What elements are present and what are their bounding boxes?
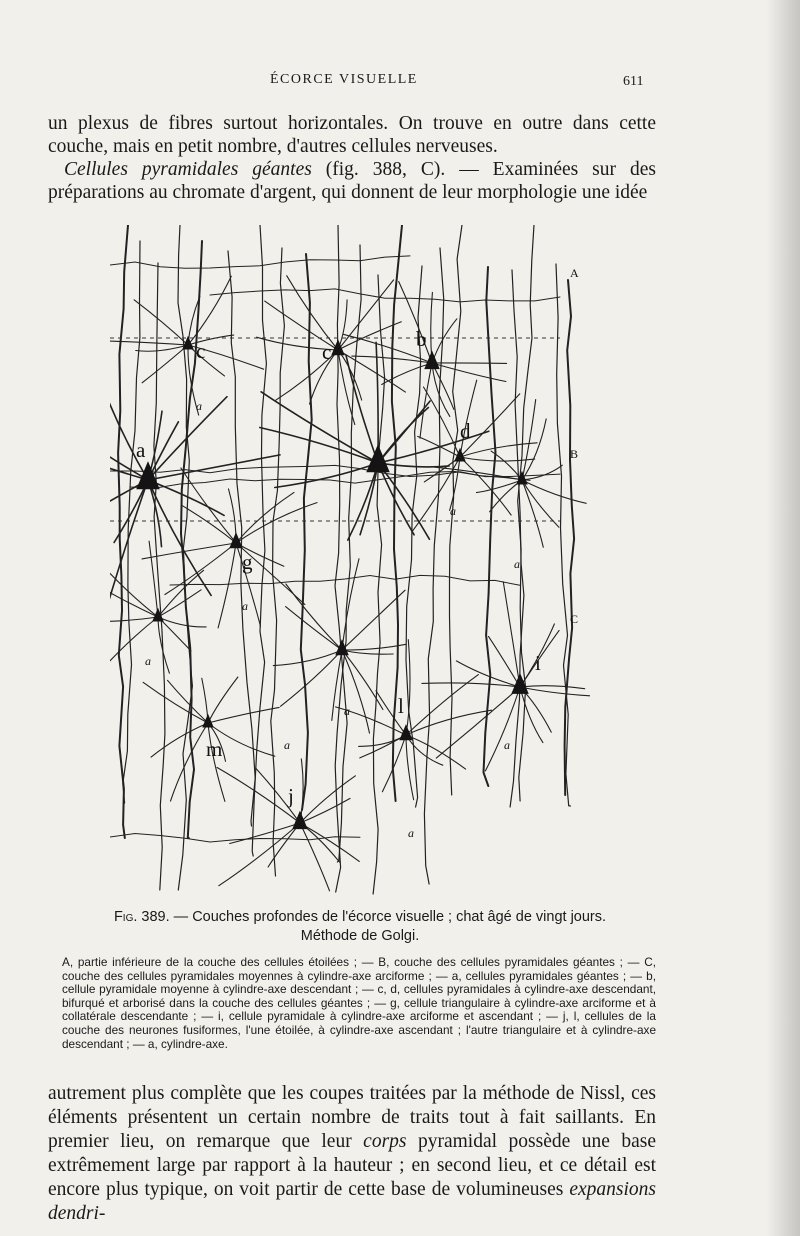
dendrite (273, 650, 342, 666)
layer-label-B: B (570, 447, 579, 461)
dendrite (287, 276, 338, 350)
dendrite (208, 707, 279, 723)
dendrite (432, 319, 457, 363)
dendrite (342, 644, 406, 650)
dendrite (110, 388, 148, 480)
dendrite (432, 363, 454, 409)
soma-b (425, 352, 439, 369)
cell-label-c: c (196, 339, 206, 363)
top-paragraphs (48, 112, 656, 204)
dendrite (418, 436, 460, 457)
dendrite (236, 492, 294, 543)
fiber (484, 267, 496, 786)
dendrite (522, 480, 586, 503)
dendrite (522, 419, 546, 480)
dendrite (460, 457, 535, 461)
axon-label: a (242, 599, 248, 613)
dendrite (171, 723, 209, 801)
running-head (0, 72, 800, 92)
dendrite (522, 480, 543, 547)
golgi-drawing (110, 225, 590, 900)
figure-number: Fig. 389. (113, 909, 170, 925)
cell-label-l: l (398, 694, 404, 718)
axon-label: a (514, 557, 520, 571)
dendrite (378, 463, 429, 539)
axon-label: a (450, 504, 456, 518)
dendrite (300, 776, 355, 823)
paragraph-2-text: (fig. 388, C). — Examinées sur des préparations au chromate d'argent, qui donnent de leur morphologie une idée (48, 159, 656, 203)
bottom-text-1: autrement plus complète que les coupes traitées par la méthode de Nissl, ces éléments présentent un certain nombre de traits tout à fait saillants. En premier lieu, on remarque que leur (48, 1083, 656, 1152)
dendrite (218, 543, 236, 628)
dendrite (230, 823, 300, 844)
layer-label-C: C (570, 612, 579, 626)
dendrite (151, 723, 208, 757)
dendrite (183, 506, 236, 543)
dendrite (342, 650, 393, 654)
dendrite (300, 798, 350, 823)
dendrite (432, 363, 506, 382)
section-heading-italic: Cellules pyramidales géantes (64, 159, 312, 180)
axon-label: a (504, 738, 510, 752)
dendrite (168, 680, 209, 723)
caption-line-1 (60, 908, 660, 927)
paragraph-1: un plexus de fibres surtout horizontales. On trouve en outre dans cette couche, mais en petit nombre, d'autres cellules nerveuses. (48, 113, 656, 157)
fiber (373, 275, 385, 894)
dendrite (219, 823, 300, 886)
axon-label: a (408, 826, 414, 840)
dendrite (359, 735, 406, 746)
dendrite (286, 607, 342, 650)
plexus-fiber (170, 575, 520, 585)
cell-label-g: g (242, 550, 253, 574)
cell-label-i: i (535, 651, 541, 675)
axon-label: a (284, 738, 290, 752)
dendrite (208, 677, 238, 723)
cell-label-a: a (136, 438, 146, 462)
paragraph-2 (48, 158, 656, 204)
layer-label-A: A (570, 266, 579, 280)
dendrite (260, 428, 378, 464)
dendrite (520, 686, 585, 689)
soma-c1 (183, 337, 193, 349)
dendrite (522, 465, 562, 480)
dendrite (158, 590, 201, 617)
dendrite (281, 650, 343, 706)
soma-j (293, 812, 307, 829)
cell-label-b: b (416, 327, 427, 351)
dendrite (136, 345, 188, 351)
dendrite (522, 480, 559, 527)
axon-label: a (196, 399, 202, 413)
fiber (123, 241, 140, 803)
caption-title: — Couches profondes de l'écorce visuelle ; chat âgé de vingt jours. (169, 909, 607, 925)
figure-caption (60, 908, 660, 946)
dendrite (300, 823, 330, 891)
running-title: ÉCORCE VISUELLE (270, 72, 418, 87)
bottom-paragraph (48, 1082, 656, 1226)
cell-label-m: m (206, 737, 223, 761)
dendrite (378, 463, 449, 467)
dendrite (342, 590, 405, 650)
golgi-figure (110, 225, 590, 900)
dendrite (422, 683, 520, 687)
dendrite (143, 682, 208, 723)
dendrite (286, 584, 342, 650)
page-number: 611 (623, 74, 644, 89)
dendrite (348, 463, 378, 540)
caption-line-2: Méthode de Golgi. (300, 928, 420, 944)
dendrite (489, 636, 521, 687)
page-edge-shadow (766, 0, 800, 1236)
axon-label: a (344, 704, 350, 718)
bottom-italic-expansions: expansions dendri- (48, 1179, 656, 1224)
plexus-fiber (130, 472, 530, 489)
cell-label-c: c (322, 340, 332, 364)
dendrite (165, 543, 236, 595)
cell-label-d: d (460, 419, 471, 443)
dendrite (110, 555, 158, 617)
fiber (118, 225, 128, 838)
axon-label: a (145, 654, 151, 668)
dendrite (142, 345, 188, 383)
plexus-fiber (110, 834, 360, 843)
fiber (154, 263, 165, 890)
dendrite (503, 582, 520, 687)
fiber (301, 254, 312, 810)
dendrite (110, 341, 188, 345)
cell-label-j: j (288, 784, 294, 808)
figure-legend: A, partie inférieure de la couche des cellules étoilées ; — B, couche des cellules pyramidales géantes ; — C, couche des cellules pyramidales moyennes à cylindre-axe arciforme ; — a, cellules pyramidales géantes ; — b, cellule pyramidale moyenne à cylindre-axe descendant ; — c, d, cellules pyramidales à cylindre-axe descendant, bifurqué et arborisé dans la couche des cellules géantes ; — g, cellule triangulaire à cylindre-axe arciforme et à collatérale descendante ; — i, cellule pyramidale à cylindre-axe arciforme et ascendant ; — j, l, cellules de la couche des neurones fusiformes, l'une étoilée, à cylindre-axe ascendant ; l'autre triangulaire et à cylindre-axe descendant ; — a, cylindre-axe. (62, 955, 656, 1051)
bottom-italic-corps: corps (363, 1131, 407, 1152)
dendrite (110, 617, 158, 622)
bottom-text-2: pyramidal possède une base extrêmement large par rapport à la hauteur ; en second lieu, et ce détail est encore plus typique, on voit partir de cette base de volumineuses (48, 1131, 656, 1200)
fiber (565, 280, 575, 795)
fiber (510, 270, 524, 807)
dendrite (158, 570, 204, 617)
dendrite (148, 480, 224, 515)
dendrite (477, 480, 523, 493)
plexus-fiber (110, 256, 410, 268)
dendrite (342, 650, 370, 733)
dendrite (158, 617, 206, 627)
dendrite (450, 457, 460, 510)
